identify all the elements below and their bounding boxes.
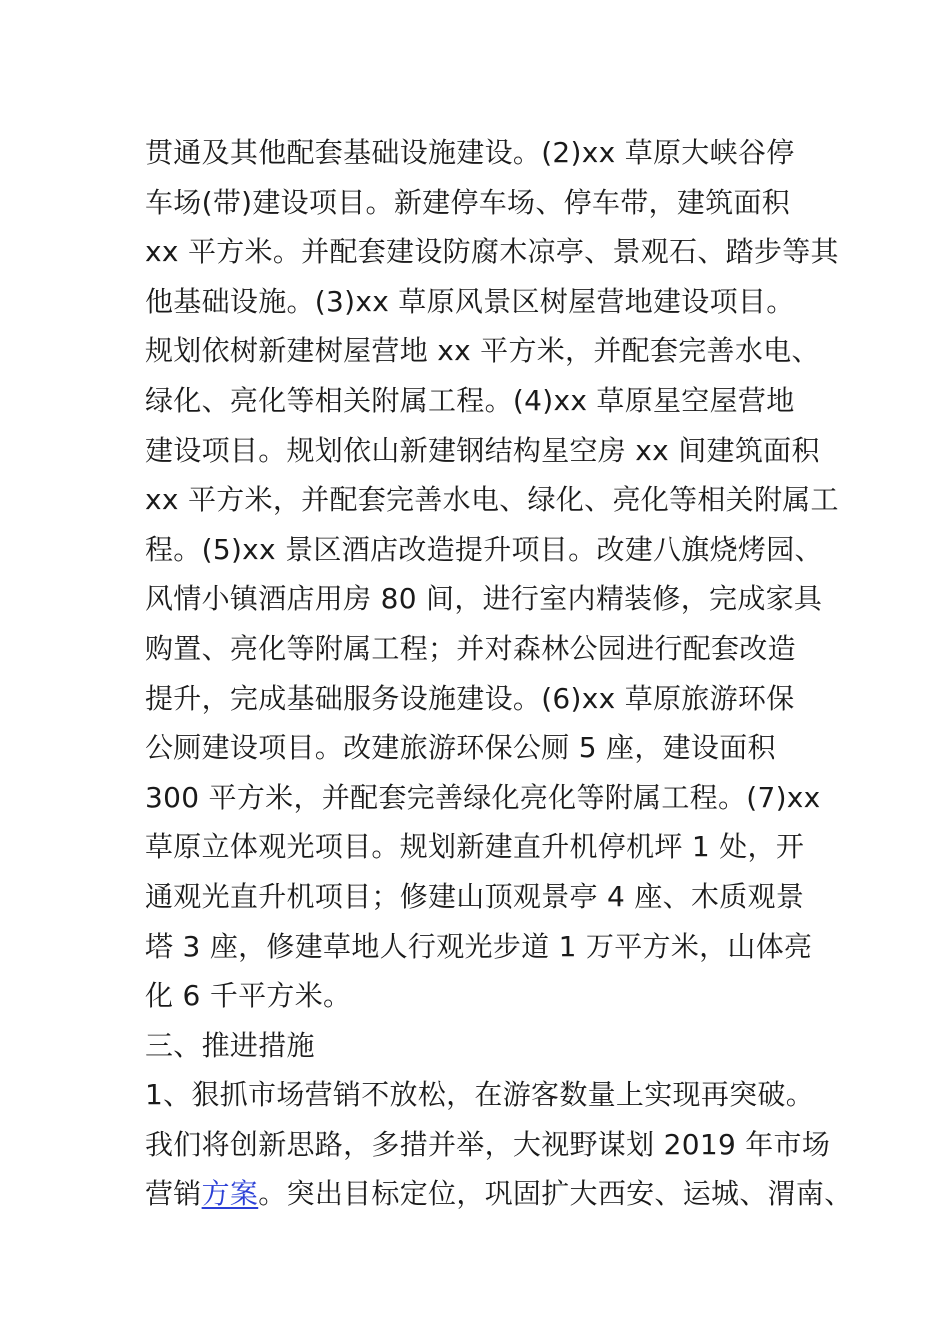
text-line: 300 平方米，并配套完善绿化亮化等附属工程。(7)xx [145,780,821,814]
document-body [145,128,853,1219]
text-line: 绿化、亮化等相关附属工程。(4)xx 草原星空屋营地 [145,383,795,417]
text-line: 购置、亮化等附属工程；并对森林公园进行配套改造 [145,631,796,665]
text-line: 程。(5)xx 景区酒店改造提升项目。改建八旗烧烤园、 [145,532,823,566]
text-line: 塔 3 座，修建草地人行观光步道 1 万平方米，山体亮 [145,929,813,963]
text-line: xx 平方米。并配套建设防腐木凉亭、景观石、踏步等其 [145,235,839,269]
text-line: 提升，完成基础服务设施建设。(6)xx 草原旅游环保 [145,681,795,715]
link-suffix-text: 。突出目标定位，巩固扩大西安、运城、渭南、 [258,1177,853,1211]
text-line: 化 6 千平方米。 [145,979,352,1013]
text-line: 建设项目。规划依山新建钢结构星空房 xx 间建筑面积 [145,433,820,467]
text-line-with-link [145,1169,853,1219]
text-line: 贯通及其他配套基础设施建设。(2)xx 草原大峡谷停 [145,136,795,169]
text-line: 规划依树新建树屋营地 xx 平方米，并配套完善水电、 [145,334,820,368]
text-line: xx 平方米，并配套完善水电、绿化、亮化等相关附属工 [145,483,839,517]
text-line: 公厕建设项目。改建旅游环保公厕 5 座，建设面积 [145,731,776,765]
text-line: 草原立体观光项目。规划新建直升机停机坪 1 处，开 [145,830,805,864]
text-line: 我们将创新思路，多措并举，大视野谋划 2019 年市场 [145,1127,831,1161]
text-line: 通观光直升机项目；修建山顶观景亭 4 座、木质观景 [145,879,805,913]
text-line: 他基础设施。(3)xx 草原风景区树屋营地建设项目。 [145,284,795,318]
text-line: 1、狠抓市场营销不放松，在游客数量上实现再突破。 [145,1078,815,1112]
text-line: 车场(带)建设项目。新建停车场、停车带，建筑面积 [145,185,791,219]
plan-link[interactable]: 方案 [201,1177,259,1211]
link-prefix-text: 营销 [145,1177,202,1211]
section-heading: 三、推进措施 [145,1028,315,1062]
text-line: 风情小镇酒店用房 80 间，进行室内精装修，完成家具 [145,582,823,616]
